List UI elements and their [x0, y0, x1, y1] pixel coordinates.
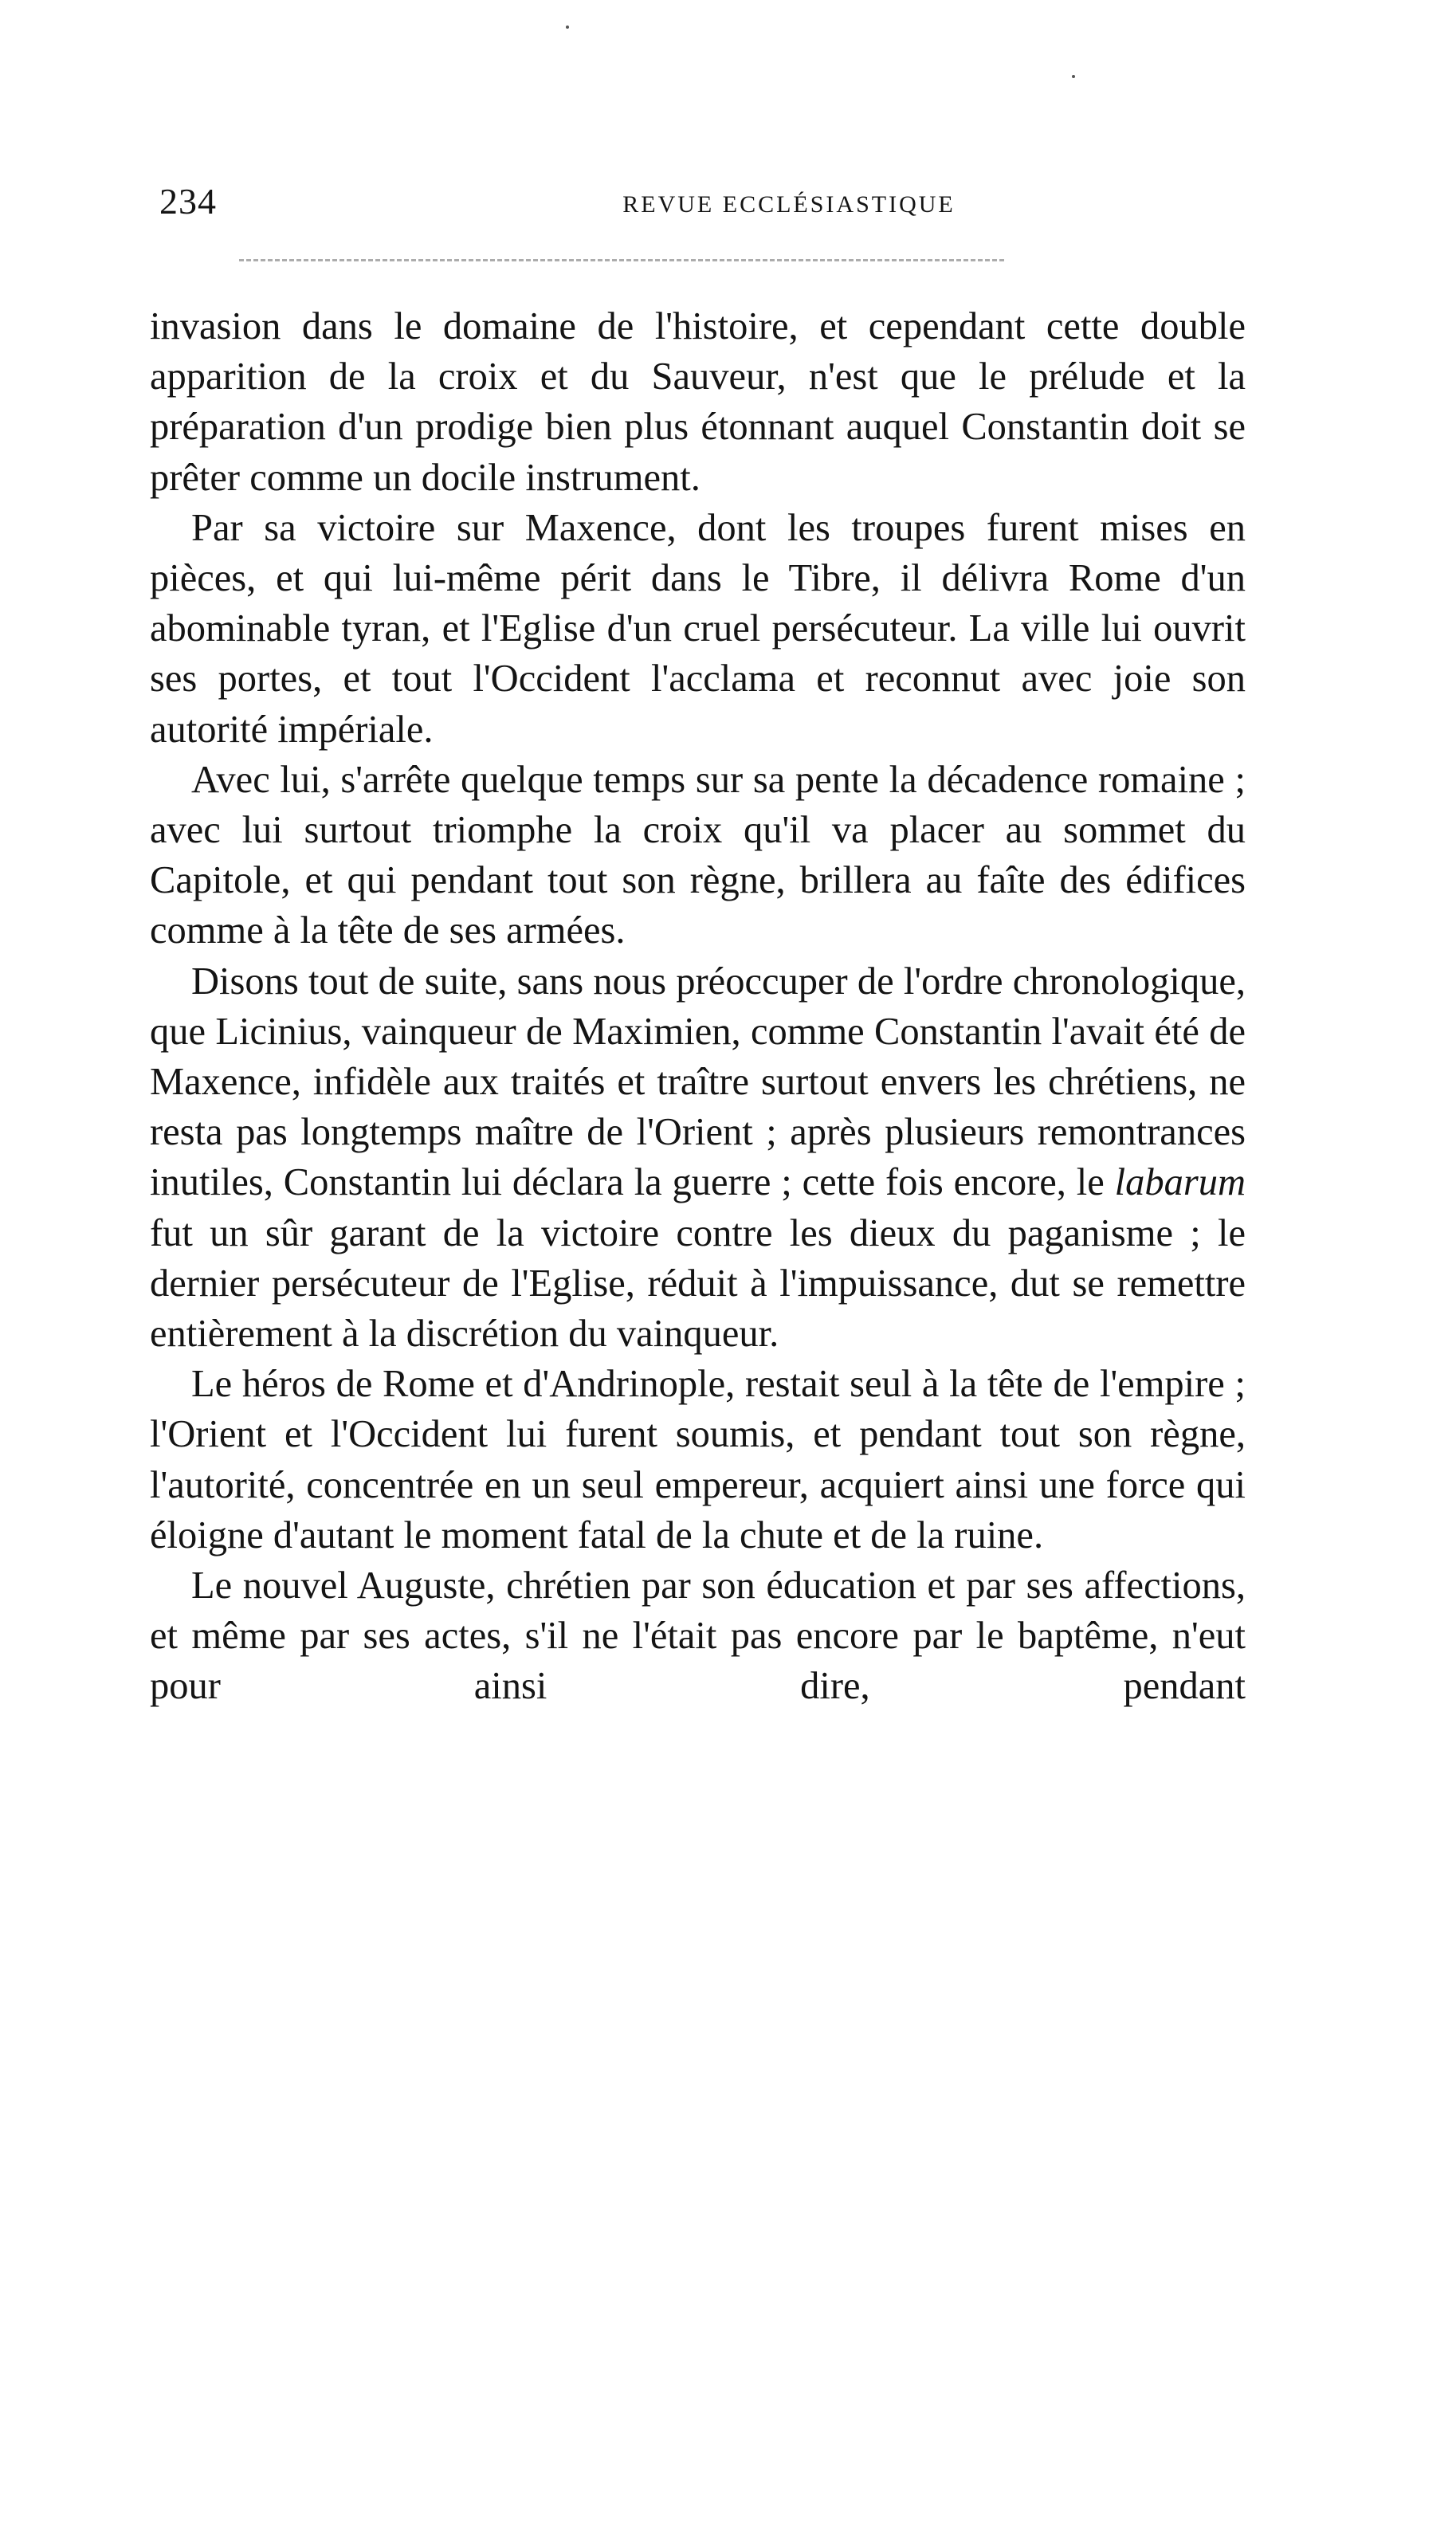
paragraph: Avec lui, s'arrête quelque temps sur sa pente la décadence romaine ; avec lui surtout triomphe la croix qu'il va placer au sommet du Capitole, et qui pendant tout son règne, brillera au faîte des édifices comme à la tête de ses armées.: [150, 758, 1246, 952]
page-number: 234: [159, 181, 217, 222]
paragraph-text: Disons tout de suite, sans nous préoccuper de l'ordre chronologique, que Licinius, vainqueur de Maximien, comme Constantin l'avait été de Maxence, infidèle aux traités et traître surtout envers les chrétiens, ne resta pas longtemps maître de l'Orient ; après plusieurs remontrances inutiles, Constantin lui déclara la guerre ; cette fois encore, le: [150, 960, 1246, 1204]
paragraph-text: fut un sûr garant de la victoire contre les dieux du paganisme ; le dernier persécuteur de l'Eglise, réduit à l'impuissance, dut se remettre entièrement à la discrétion du vainqueur.: [150, 1211, 1246, 1356]
paragraph: Le héros de Rome et d'Andrinople, restait seul à la tête de l'empire ; l'Orient et l'Occident lui furent soumis, et pendant tout son règne, l'autorité, concentrée en un seul empereur, acquiert ainsi une force qui éloigne d'autant le moment fatal de la chute et de la ruine.: [150, 1363, 1246, 1556]
paragraph: Le nouvel Auguste, chrétien par son éducation et par ses affections, et même par ses actes, s'il ne l'était pas encore par le baptême, n'eut pour ainsi dire, pendant: [150, 1564, 1246, 1708]
italic-term: labarum: [1114, 1161, 1246, 1204]
header-rule: [239, 259, 1004, 261]
running-head: [159, 180, 1259, 228]
body-text: [150, 301, 1246, 1712]
journal-title: REVUE ECCLÉSIASTIQUE: [622, 191, 956, 218]
paragraph: [150, 956, 1246, 1360]
paragraph: invasion dans le domaine de l'histoire, et cependant cette double apparition de la croix et du Sauveur, n'est que le prélude et la préparation d'un prodige bien plus étonnant auquel Constantin doit se prêter comme un docile instrument.: [150, 305, 1246, 499]
ink-speck: [1072, 75, 1075, 78]
paragraph: Par sa victoire sur Maxence, dont les troupes furent mises en pièces, et qui lui-même périt dans le Tibre, il délivra Rome d'un abominable tyran, et l'Eglise d'un cruel persécuteur. La ville lui ouvrit ses portes, et tout l'Occident l'acclama et reconnut avec joie son autorité impériale.: [150, 506, 1246, 751]
ink-speck: [566, 26, 569, 29]
